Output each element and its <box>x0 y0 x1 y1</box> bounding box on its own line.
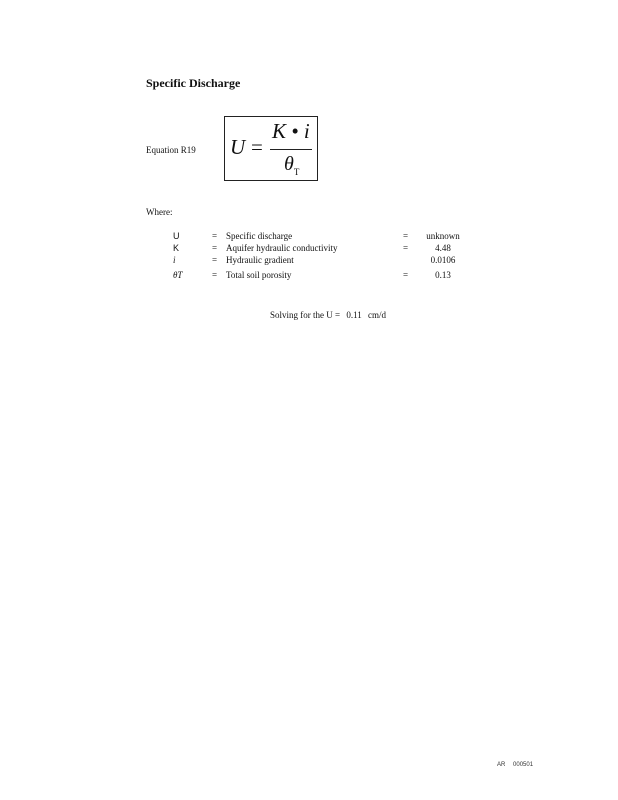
variable-row <box>0 270 618 282</box>
fraction-bar <box>270 149 312 150</box>
variable-symbol: θT <box>173 270 183 280</box>
variable-symbol: K <box>173 243 180 253</box>
variable-value: 0.13 <box>435 270 451 280</box>
solving-value: 0.11 <box>346 310 362 320</box>
solving-units: cm/d <box>368 310 386 320</box>
variable-description: Specific discharge <box>226 231 293 241</box>
page-title: Specific Discharge <box>146 76 241 90</box>
variable-equals: = <box>403 231 409 241</box>
equation-denominator: $\theta_T$ <box>284 153 300 177</box>
variable-value: unknown <box>426 231 460 241</box>
equation-denominator-sub: T <box>293 167 300 177</box>
equation-equals: = <box>251 135 263 159</box>
variable-row <box>0 243 618 255</box>
variable-description: Aquifer hydraulic conductivity <box>226 243 338 253</box>
variable-equals: = <box>403 270 409 280</box>
variable-equals: = <box>403 243 409 253</box>
variable-row <box>0 255 618 267</box>
equation-numerator: K • i <box>272 119 310 143</box>
variable-operator: = <box>212 270 218 280</box>
variable-operator: = <box>212 255 218 265</box>
variable-symbol: U <box>173 231 180 241</box>
variable-value: 4.48 <box>435 243 451 253</box>
equation-lhs: U <box>230 135 246 159</box>
page-footer <box>497 762 539 768</box>
solving-line <box>270 310 390 320</box>
equation-label: Equation R19 <box>146 145 196 155</box>
solving-text: Solving for the U = <box>270 310 341 320</box>
variable-description: Total soil porosity <box>226 270 292 280</box>
equation-box <box>224 116 318 181</box>
footer-page-number: 000501 <box>513 762 534 768</box>
variable-value: 0.0106 <box>430 255 456 265</box>
variable-row <box>0 231 618 243</box>
variable-symbol: i <box>173 255 176 265</box>
where-label: Where: <box>146 207 173 217</box>
footer-prefix: AR <box>497 762 506 768</box>
variable-description: Hydraulic gradient <box>226 255 294 265</box>
variable-operator: = <box>212 243 218 253</box>
variable-operator: = <box>212 231 218 241</box>
